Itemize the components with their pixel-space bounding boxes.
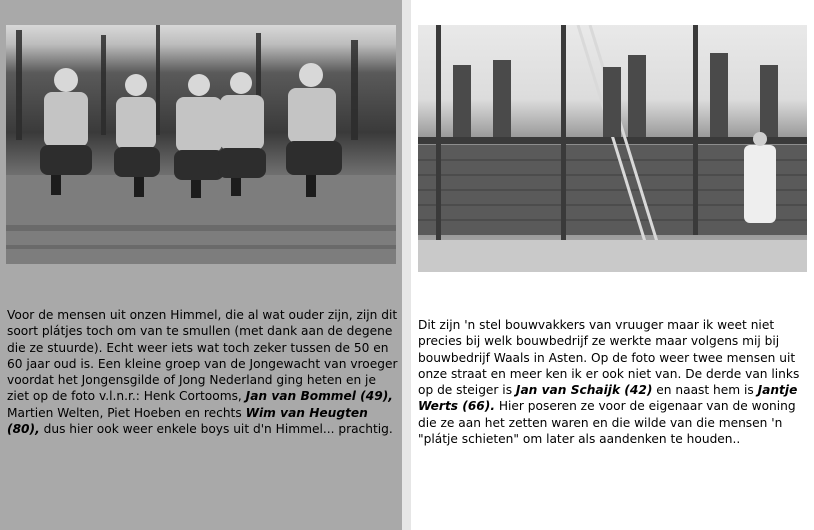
scouts-photo-drawing <box>6 25 396 264</box>
right-name-jan-van-schaijk: Jan van Schaijk (42) <box>515 383 653 398</box>
builders-photo <box>418 25 807 272</box>
panel-divider <box>402 0 411 530</box>
right-story-text <box>418 317 808 447</box>
right-text-2: en naast hem is <box>652 383 758 398</box>
left-text-1: Voor de mensen uit onzen Himmel, die al wat ouder zijn, zijn dit soort plátjes toch om van te smullen (met dank aan de degene die ze stuurde). Echt weer iets wat toch zeker tussen de 50 en 60 jaar oud is. Een kleine groep van de Jongewacht van vroeger voordat het Jongensgilde of Jong Nederland ging heten en je ziet op de foto v.l.n.r.: Henk Cortooms, <box>7 308 398 404</box>
left-text-3: dus hier ook weer enkele boys uit d'n Himmel... prachtig. <box>39 422 393 437</box>
right-name-jantje-werts: Jantje Werts (66). <box>418 383 798 414</box>
left-text-2: Martien Welten, Piet Hoeben en rechts <box>7 405 246 420</box>
scouts-photo <box>6 25 396 264</box>
left-name-jan-van-bommel: Jan van Bommel (49), <box>245 389 393 404</box>
left-story-text <box>7 307 399 437</box>
right-text-3: Hier poseren ze voor de eigenaar van de woning die ze aan het zetten waren en die wilde van die mensen 'n "plátje schieten" om later als aandenken te houden.. <box>418 399 796 447</box>
left-name-wim-van-heugten: Wim van Heugten (80), <box>7 405 368 437</box>
right-text-1: Dit zijn 'n stel bouwvakkers van vruuger maar ik weet niet precies bij welk bouwbedrijf ze werkte maar volgens mij bij bouwbedrijf Waals in Asten. Op de foto weer twee mensen uit onze straat en meer ken ik er ook niet van. De derde van links op de steiger is <box>418 318 800 398</box>
builders-photo-drawing <box>418 25 807 272</box>
